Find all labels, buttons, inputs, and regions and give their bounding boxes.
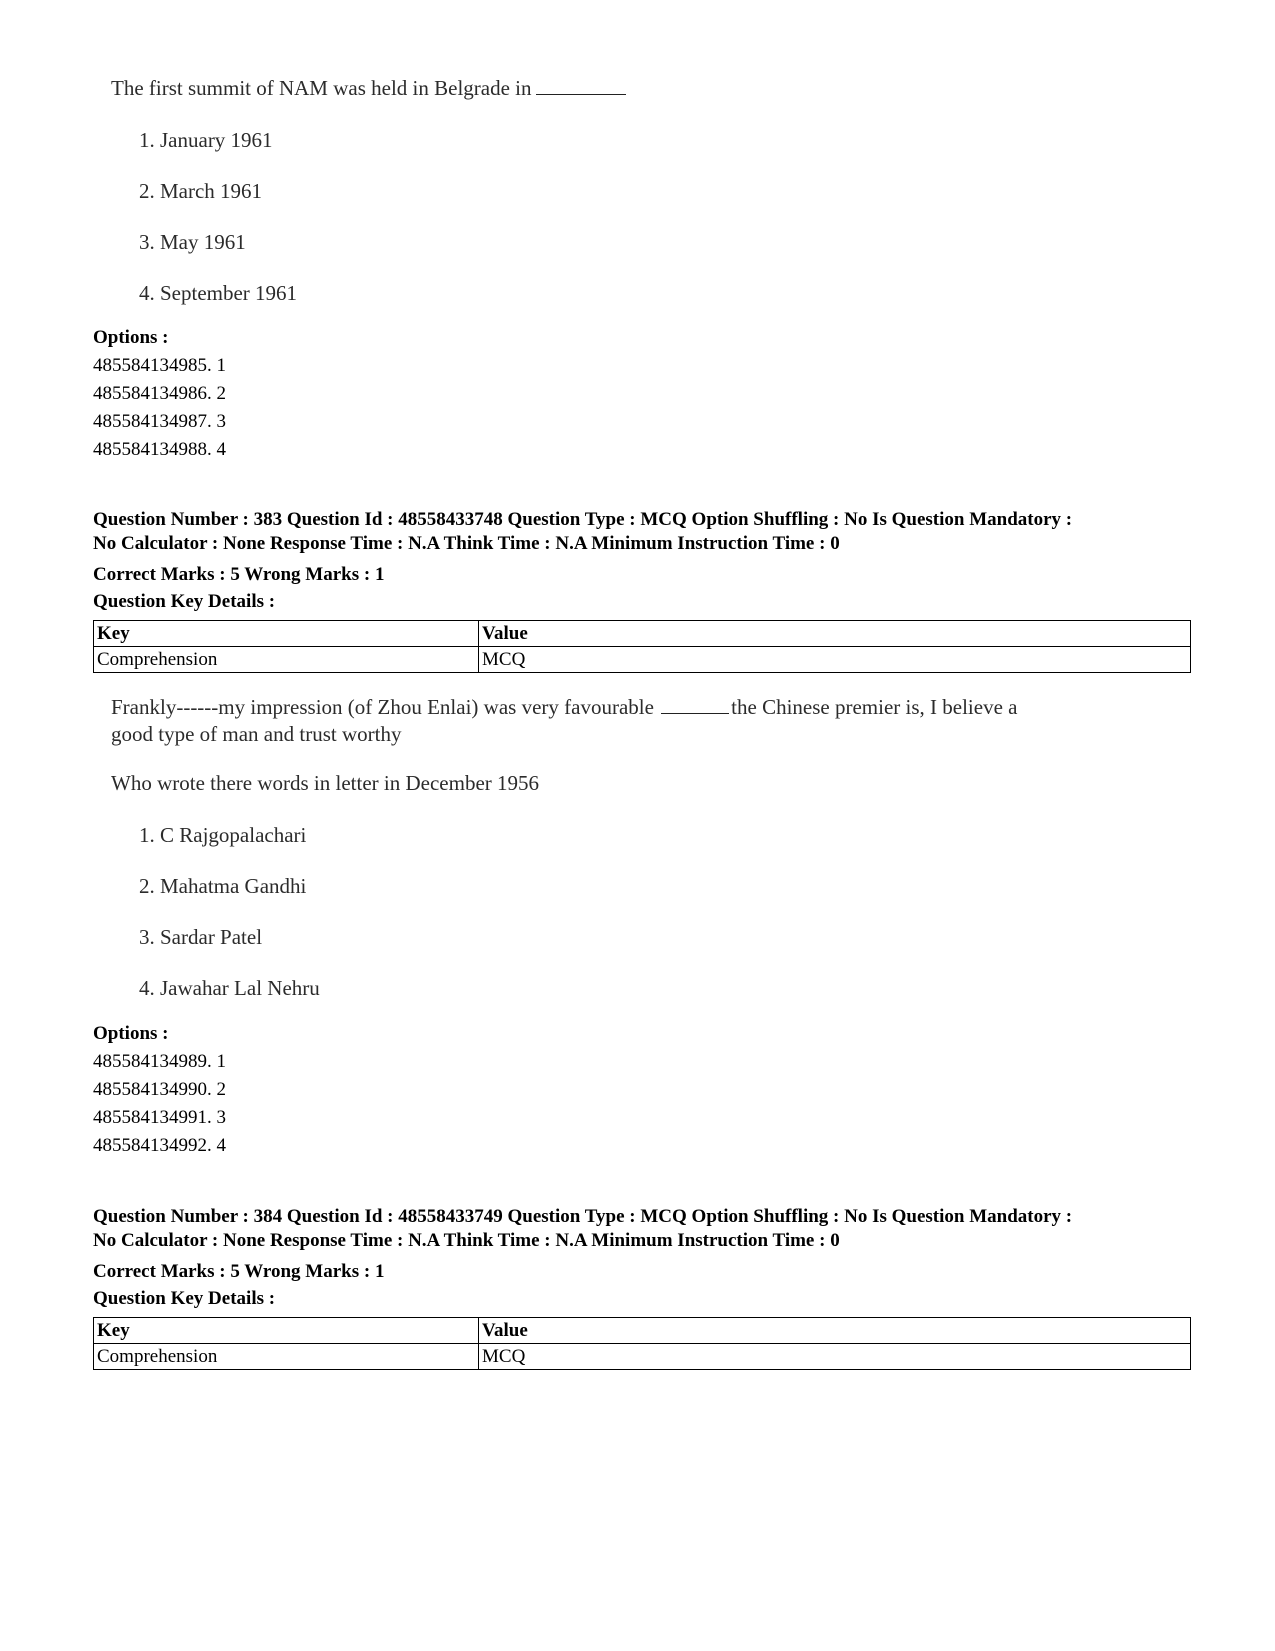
options-list	[93, 352, 226, 464]
key-details-heading: Question Key Details :	[93, 1288, 276, 1309]
question-meta-line2: No Calculator : None Response Time : N.A Think Time : N.A Minimum Instruction Time : 0	[93, 533, 840, 554]
question-stem	[111, 76, 626, 101]
table-header-row	[94, 1318, 1191, 1344]
question-stem-text: Frankly------my impression (of Zhou Enlai) was very favourable	[111, 695, 654, 719]
table-row	[94, 647, 1191, 673]
table-header-key: Key	[94, 1318, 479, 1344]
question-stem-text-cont: the Chinese premier is, I believe a	[731, 695, 1018, 719]
table-cell-key: Comprehension	[94, 1344, 479, 1370]
table-header-row	[94, 621, 1191, 647]
question-meta-line1: Question Number : 383 Question Id : 48558433748 Question Type : MCQ Option Shuffling : No Is Question Mandatory :	[93, 509, 1073, 530]
key-details-heading: Question Key Details :	[93, 591, 276, 612]
choice-2: 2. March 1961	[139, 179, 263, 203]
options-heading: Options :	[93, 1023, 169, 1044]
option-item: 485584134988. 4	[93, 439, 226, 460]
choice-1: 1. C Rajgopalachari	[139, 823, 307, 847]
question-meta	[93, 508, 1072, 556]
question-meta	[93, 1205, 1072, 1253]
marks-line: Correct Marks : 5 Wrong Marks : 1	[93, 1261, 385, 1282]
option-item: 485584134992. 4	[93, 1135, 226, 1156]
table-header-key: Key	[94, 621, 479, 647]
question-meta-line2: No Calculator : None Response Time : N.A Think Time : N.A Minimum Instruction Time : 0	[93, 1230, 840, 1251]
table-row	[94, 1344, 1191, 1370]
question-prompt: Who wrote there words in letter in December 1956	[111, 771, 540, 795]
table-cell-key: Comprehension	[94, 647, 479, 673]
choice-4: 4. Jawahar Lal Nehru	[139, 976, 320, 1000]
option-item: 485584134990. 2	[93, 1079, 226, 1100]
option-item: 485584134986. 2	[93, 383, 226, 404]
question-stem	[111, 695, 1017, 720]
marks-line: Correct Marks : 5 Wrong Marks : 1	[93, 564, 385, 585]
question-meta-line1: Question Number : 384 Question Id : 48558433749 Question Type : MCQ Option Shuffling : No Is Question Mandatory :	[93, 1206, 1073, 1227]
options-list	[93, 1048, 226, 1160]
answer-blank	[661, 711, 729, 714]
table-cell-value: MCQ	[479, 1344, 1191, 1370]
table-header-value: Value	[479, 621, 1191, 647]
choice-3: 3. Sardar Patel	[139, 925, 263, 949]
key-value-table	[93, 620, 1191, 673]
option-item: 485584134989. 1	[93, 1051, 226, 1072]
key-value-table	[93, 1317, 1191, 1370]
table-header-value: Value	[479, 1318, 1191, 1344]
answer-blank	[536, 92, 626, 95]
options-heading: Options :	[93, 327, 169, 348]
question-stem-line2: good type of man and trust worthy	[111, 722, 402, 746]
option-item: 485584134985. 1	[93, 355, 226, 376]
choice-4: 4. September 1961	[139, 281, 298, 305]
question-stem-text: The first summit of NAM was held in Belgrade in	[111, 76, 532, 100]
table-cell-value: MCQ	[479, 647, 1191, 673]
option-item: 485584134987. 3	[93, 411, 226, 432]
choice-1: 1. January 1961	[139, 128, 273, 152]
option-item: 485584134991. 3	[93, 1107, 226, 1128]
choice-2: 2. Mahatma Gandhi	[139, 874, 307, 898]
choice-3: 3. May 1961	[139, 230, 246, 254]
